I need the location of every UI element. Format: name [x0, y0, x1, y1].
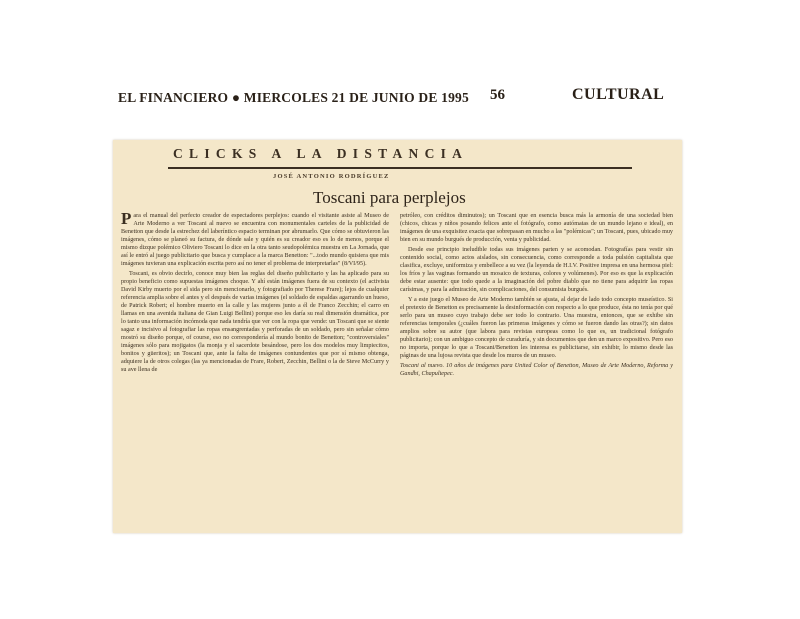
article-paragraph: petróleo, con créditos diminutos); un Toscani que en esencia busca más la armonía de una sociedad bien (chicos, chicas y niños posando felices ante el fotógrafo, como autómatas de un mundo lejano e ideal), en imágenes de una exquisitez exacta que sobrepasan en mucho a las "polémicas"; un Toscani, pues, ubicado muy bien en su mundo burgués de producción, venta y publicidad.: [400, 213, 673, 243]
exhibition-caption: Toscani al nuevo. 10 años de imágenes para United Color of Benetton, Museo de Arte Moderno, Reforma y Gandhi, Chapultepec.: [400, 363, 673, 377]
article-paragraph: Desde ese principio ineludible todas sus imágenes parten y se acomodan. Fotografías para vestir sin contenido social, como actos aislados, sin consecuencia, como corresponde a toda pulsión capitalista que clasifica, excluye, uniformiza y embellece a su vez (la leyenda de H.I.V. Positive impresa en una hermosa piel: los fríos y las vaginas formando un mosaico de texturas, colores y volúmenes). Por eso es que la explicación debe estar ausente: que todo quede a la imaginación del pobre diablo que no tiene para adquirir las ropas carísimas, y para la admiración, sin complicaciones, del consumista burgués.: [400, 247, 673, 293]
page-number: 56: [490, 87, 505, 103]
column-title-rule: [168, 167, 632, 169]
article-paragraph: Y a este juego el Museo de Arte Moderno también se ajusta, al dejar de lado todo concepto museístico. Si el pretexto de Benetton es precisamente la desinformación con respecto a lo que produce, ésta no tenía por qué serlo para un museo cuyo trabajo debe ser todo lo contrario. Una muestra, entonces, que se exhibe sin referencias temporales (¿cuáles fueron las primeras imágenes y cómo se fueron dando las otras?); sin datos amplios sobre su autor (que labora para revistas europeas como lo que es, un tradicional fotógrafo publicitario); con un ambiguo concepto de curaduría, y sin documentos que den un marco expositivo. Pero eso no importa, porque lo que a Toscani/Benetton les interesa es publicitarse, sin exhibir, lo mismo desde las páginas de una lujosa revista que desde los muros de un museo.: [400, 297, 673, 359]
article-left-column: [121, 209, 389, 376]
drop-cap: P: [121, 209, 132, 228]
newspaper-name-date: EL FINANCIERO ● MIERCOLES 21 DE JUNIO DE 1995: [118, 90, 469, 105]
article-headline: Toscani para perplejos: [313, 188, 466, 207]
newspaper-masthead: [112, 82, 677, 112]
article-paragraph: Toscani, es obvio decirlo, conoce muy bien las reglas del diseño publicitario y las ha aplicado para su propio beneficio como supuestas imágenes choque. Y ahí están imágenes fuera de su contexto (el activista David Kirby muerto por el sida pero sin mencionarlo, y fotografiado por Therese Frare); lejos de cualquier referencia amplia sobre el antes y el después de varias imágenes (el soldado de espaldas agarrando un hueso, de Patrick Robert; el hombre muerto en la calle y las mujeres junto a él de Franco Zecchin; el carro en llamas en una avenida italiana de Gian Luigi Bellini) porque eso les daría su real dimensión dramática, por lo tanto una información incómoda que nada tendría que ver con la ropa que vende: un Toscani que se siente sagaz e incisivo al fotografiar las ropas ensangrentadas y perforadas de un soldado, pero sin señalar cómo mostró su diseño porque, of course, eso no correspondería al mundo bonito de Benetton; "controversiales" imágenes sólo para mojigatos (la monja y el sacerdote besándose, pero los dos modelos muy limpiecitos, bonitos y güeritos); un Toscani que, ante la falta de imágenes contundentes que por sí mismo obtenga, adquiere la de otros colegas (las ya mencionadas de Frare, Robert, Zecchin, Bellini o la de Steve McCurry y su ave llena de: [121, 271, 389, 373]
section-name: CULTURAL: [572, 86, 665, 103]
article-paragraph: Para el manual del perfecto creador de espectadores perplejos: cuando el visitante asiste al Museo de Arte Moderno a ver Toscani al nuevo se encuentra con monumentales carteles de la publicidad de Benetton que desde la estrechez del laberíntico espacio terminan por abrumarlo. Que cómo se obtuvieron las imágenes, cómo se planeó su factura, de dónde sale y quién es su creador eso es lo de menos, porque el mismo dizque polémico Oliviero Toscani lo dice en la otra tanto seudopolémica muestra en La Jornada, que así le entró al juego publicitario que busca y cumplace a la marca Benetton: "...todo mundo quisiera que mis imágenes tuvieran una explicación escrita pero así no tener el problema de interpretarlas" (8/VI/95).: [121, 209, 389, 267]
column-title: CLICKS A LA DISTANCIA: [173, 146, 469, 161]
article-right-column: [400, 212, 673, 380]
author-byline: JOSÉ ANTONIO RODRÍGUEZ: [273, 173, 390, 180]
newspaper-clipping: [113, 140, 682, 533]
